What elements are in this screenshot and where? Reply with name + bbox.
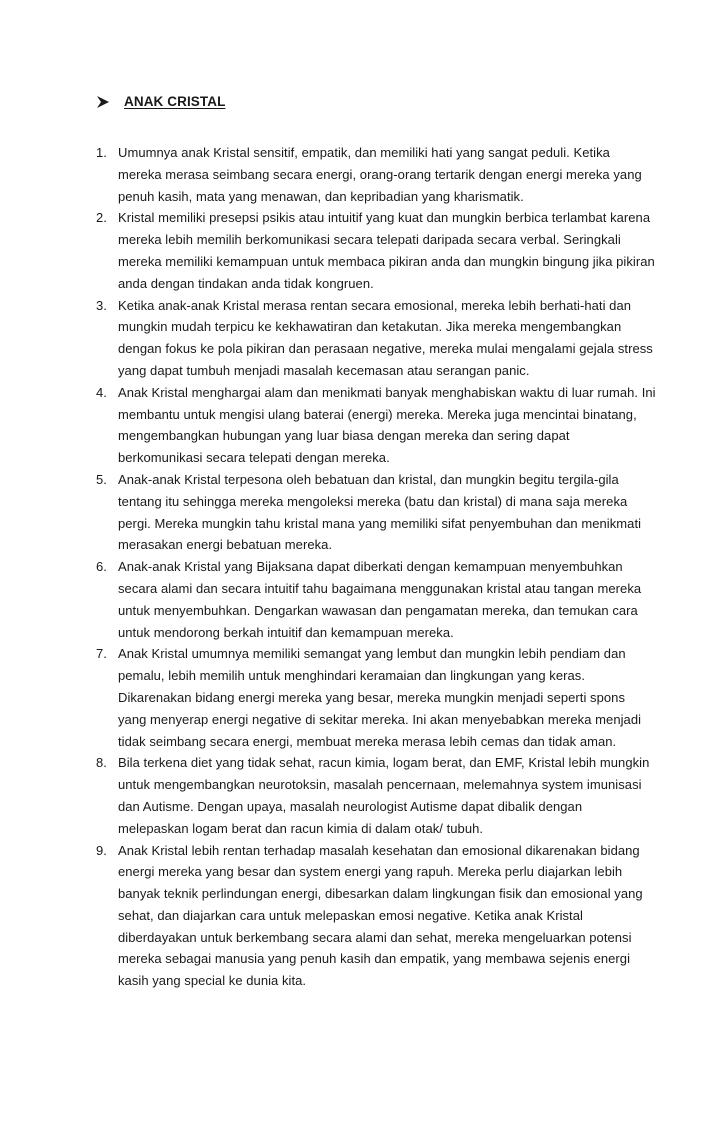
list-item-text: Umumnya anak Kristal sensitif, empatik, dan memiliki hati yang sangat peduli. Ketika mereka merasa seimbang secara energi, orang-orang tertarik dengan energi mereka yang penuh kasih, mata yang menawan, dan kepribadian yang kharismatik. bbox=[118, 145, 642, 204]
list-item bbox=[96, 295, 656, 382]
list-item-number: 8. bbox=[96, 755, 107, 771]
list-item-text: Kristal memiliki presepsi psikis atau intuitif yang kuat dan mungkin berbica terlambat karena mereka lebih memilih berkomunikasi secara telepati daripada secara verbal. Seringkali mereka memiliki kemampuan untuk membaca pikiran anda dan mungkin bingung jika pikiran anda dengan tindakan anda tidak kongruen. bbox=[118, 210, 655, 291]
list-item bbox=[96, 840, 656, 993]
list-item-number: 3. bbox=[96, 297, 107, 313]
list-item bbox=[96, 643, 656, 752]
list-item-number: 4. bbox=[96, 384, 107, 400]
list-item-text: Anak Kristal menghargai alam dan menikmati banyak menghabiskan waktu di luar rumah. Ini membantu untuk mengisi ulang baterai (energi) mereka. Mereka juga mencintai binatang, mengembangkan hubungan yang luar biasa dengan mereka dan sering dapat berkomunikasi secara telepati dengan mereka. bbox=[118, 384, 656, 466]
arrow-bullet-icon bbox=[96, 95, 110, 109]
list-item bbox=[96, 382, 656, 469]
list-item-number: 2. bbox=[96, 210, 107, 226]
numbered-list bbox=[96, 142, 656, 992]
list-item bbox=[96, 556, 656, 643]
list-item-text: Anak-anak Kristal terpesona oleh bebatuan dan kristal, dan mungkin begitu tergila-gila tentang itu sehingga mereka mengoleksi mereka (batu dan kristal) di mana saja mereka pergi. Mereka mungkin tahu kristal mana yang memiliki sifat penyembuhan dan menikmati merasakan energi bebatuan mereka. bbox=[118, 471, 642, 553]
list-item-text: Bila terkena diet yang tidak sehat, racun kimia, logam berat, dan EMF, Kristal lebih mungkin untuk mengembangkan neurotoksin, masalah pencernaan, melemahnya system imunisasi dan Autisme. Dengan upaya, masalah neurologist Autisme dapat dibalik dengan melepaskan logam berat dan racun kimia di dalam otak/ tubuh. bbox=[118, 755, 650, 836]
list-item-number: 5. bbox=[96, 471, 107, 487]
heading-title: ANAK CRISTAL bbox=[124, 94, 226, 109]
list-item bbox=[96, 469, 656, 556]
list-item-text: Anak-anak Kristal yang Bijaksana dapat diberkati dengan kemampuan menyembuhkan secara alami dan secara intuitif tahu bagaimana menggunakan kristal atau tangan mereka untuk menyembuhkan. Dengarkan wawasan dan pengamatan mereka, dan temukan cara untuk mendorong berkah intuitif dan kemampuan mereka. bbox=[118, 559, 642, 640]
list-item-text: Anak Kristal umumnya memiliki semangat yang lembut dan mungkin lebih pendiam dan pemalu, lebih memilih untuk menghindari keramaian dan lingkungan yang keras. Dikarenakan bidang energi mereka yang besar, mereka mungkin menjadi seperti spons yang menyerap energi negative di sekitar mereka. Ini akan menyebabkan mereka menjadi tidak seimbang secara energi, membuat mereka merasa lebih cemas dan tidak aman. bbox=[118, 646, 642, 749]
section-heading bbox=[96, 94, 225, 109]
list-item-number: 7. bbox=[96, 646, 107, 662]
list-item-number: 9. bbox=[96, 842, 107, 858]
list-item-number: 6. bbox=[96, 559, 107, 575]
list-item-number: 1. bbox=[96, 145, 107, 160]
list-item bbox=[96, 752, 656, 839]
list-item-text: Anak Kristal lebih rentan terhadap masalah kesehatan dan emosional dikarenakan bidang energi mereka yang besar dan system energi yang rapuh. Mereka perlu diajarkan lebih banyak teknik perlindungan energi, dibesarkan dalam lingkungan fisik dan emosional yang sehat, dan diajarkan cara untuk melepaskan emosi negative. Ketika anak Kristal diberdayakan untuk berkembang secara alami dan sehat, mereka mengeluarkan potensi mereka sebagai manusia yang penuh kasih dan empatik, yang membawa sejenis energi kasih yang special ke dunia kita. bbox=[118, 842, 643, 989]
list-item bbox=[96, 142, 656, 207]
list-item-text: Ketika anak-anak Kristal merasa rentan secara emosional, mereka lebih berhati-hati dan mungkin mudah terpicu ke kekhawatiran dan ketakutan. Jika mereka mengembangkan dengan fokus ke pola pikiran dan perasaan negative, mereka mulai mengalami gejala stress yang dapat tumbuh menjadi masalah kecemasan atau serangan panic. bbox=[118, 297, 653, 378]
list-item bbox=[96, 207, 656, 294]
